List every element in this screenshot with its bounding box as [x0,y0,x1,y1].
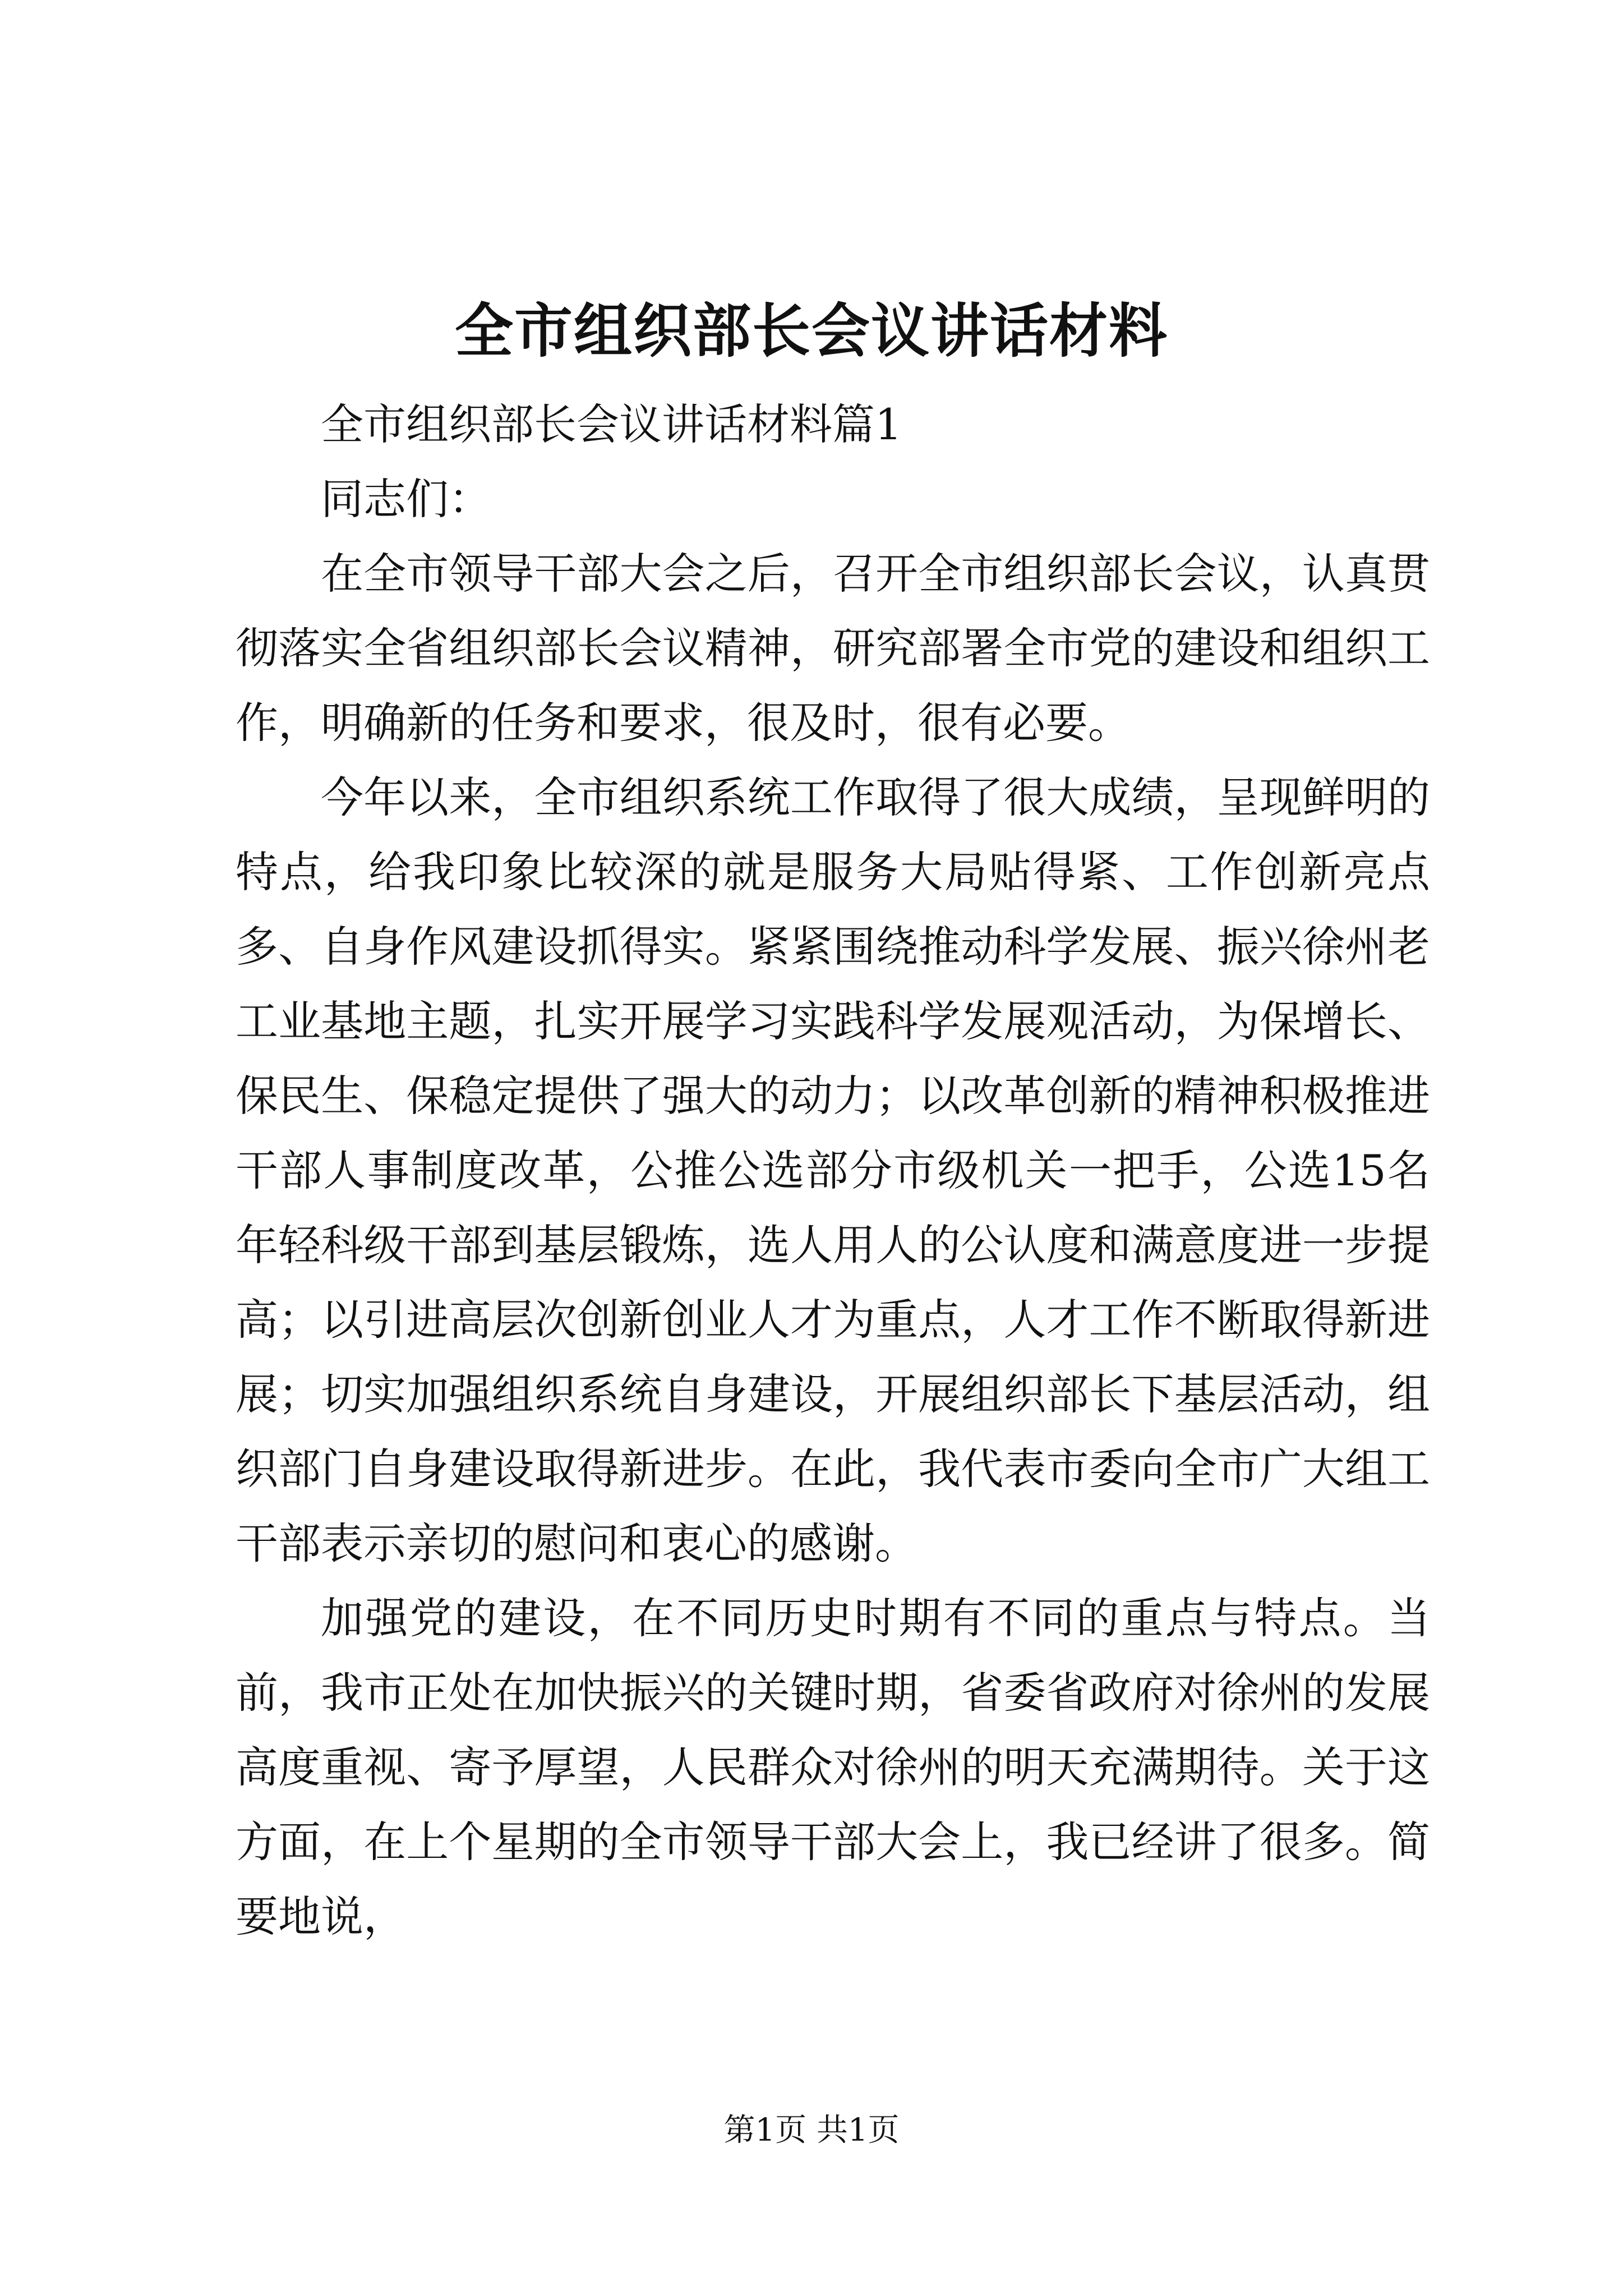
section-heading: 全市组织部长会议讲话材料篇1 [321,399,902,449]
body-paragraph: 加强党的建设，在不同历史时期有不同的重点与特点。当前，我市正处在加快振兴的关键时期，省委省政府对徐州的发展高度重视、寄予厚望，人民群众对徐州的明天充满期待。关于这方面，在上个星期的全市领导干部大会上，我已经讲了很多。简要地说， [236,1593,1430,1941]
document-title: 全市组织部长会议讲话材料 [454,296,1168,365]
body-paragraph: 在全市领导干部大会之后，召开全市组织部长会议，认真贯彻落实全省组织部长会议精神，研究部署全市党的建设和组织工作，明确新的任务和要求，很及时，很有必要。 [236,549,1430,748]
document-body [236,387,1430,1954]
body-paragraph: 今年以来，全市组织系统工作取得了很大成绩，呈现鲜明的特点，给我印象比较深的就是服务大局贴得紧、工作创新亮点多、自身作风建设抓得实。紧紧围绕推动科学发展、振兴徐州老工业基地主题，扎实开展学习实践科学发展观活动，为保增长、保民生、保稳定提供了强大的动力；以改革创新的精神积极推进干部人事制度改革，公推公选部分市级机关一把手，公选15名年轻科级干部到基层锻炼，选人用人的公认度和满意度进一步提高；以引进高层次创新创业人才为重点，人才工作不断取得新进展；切实加强组织系统自身建设，开展组织部长下基层活动，组织部门自身建设取得新进步。在此，我代表市委向全市广大组工干部表示亲切的慰问和衷心的感谢。 [236,772,1430,1568]
salutation: 同志们： [321,474,491,524]
page-footer: 第1页 共1页 [723,2112,900,2148]
